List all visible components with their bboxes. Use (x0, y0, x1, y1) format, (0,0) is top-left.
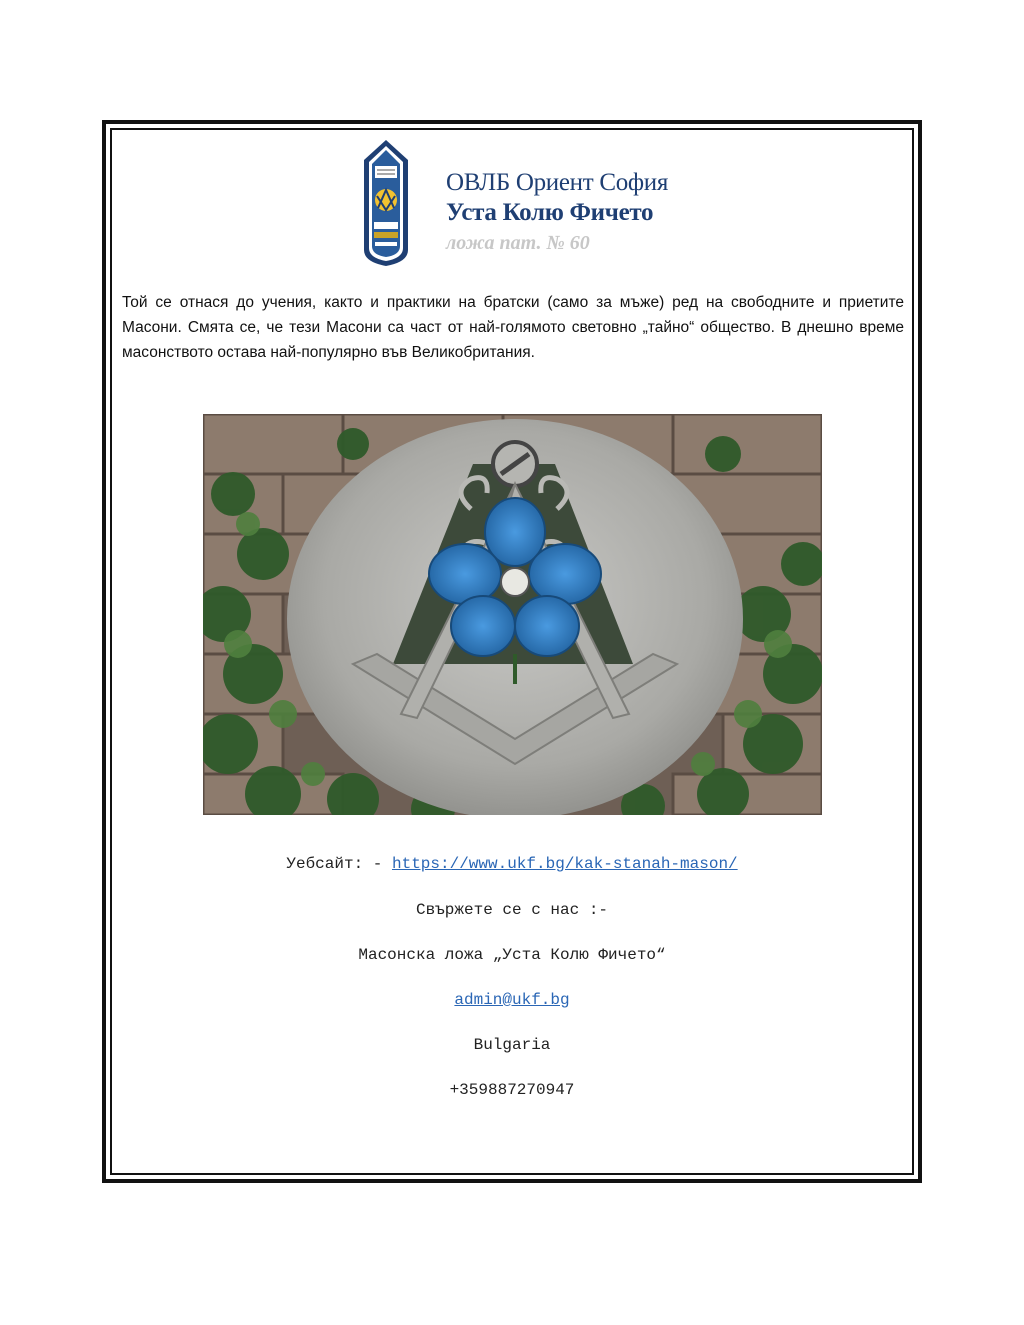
website-line (108, 853, 916, 875)
lodge-full-name: Масонска ложа „Уста Колю Фичето“ (358, 946, 666, 964)
website-label: Уебсайт: - (286, 855, 392, 873)
intro-paragraph: Той се отнася до учения, както и практики на братски (само за мъже) ред на свободните и приетите Масони. Смята се, че тези Масони са част от най-голямото световно „тайно“ общество. В днешно време масонството остава най-популярно във Великобритания. (122, 294, 904, 361)
email-link[interactable]: admin@ukf.bg (454, 991, 570, 1009)
lodge-name: Уста Колю Фичето (446, 199, 654, 226)
header-text-block (446, 168, 668, 258)
lodge-crest-icon (360, 138, 412, 268)
phone-text: +359887270947 (449, 1081, 575, 1099)
email-line (108, 989, 916, 1011)
country-text: Bulgaria (473, 1036, 551, 1054)
masonic-square-compass-forget-me-not-icon (203, 414, 822, 815)
contact-us-text: Свържете се с нас :- (415, 901, 609, 919)
lodge-number: ложа пат. № 60 (446, 232, 590, 254)
org-name: ОВЛБ Ориент София (446, 169, 669, 196)
website-link[interactable]: https://www.ukf.bg/kak-stanah-mason/ (391, 855, 738, 873)
